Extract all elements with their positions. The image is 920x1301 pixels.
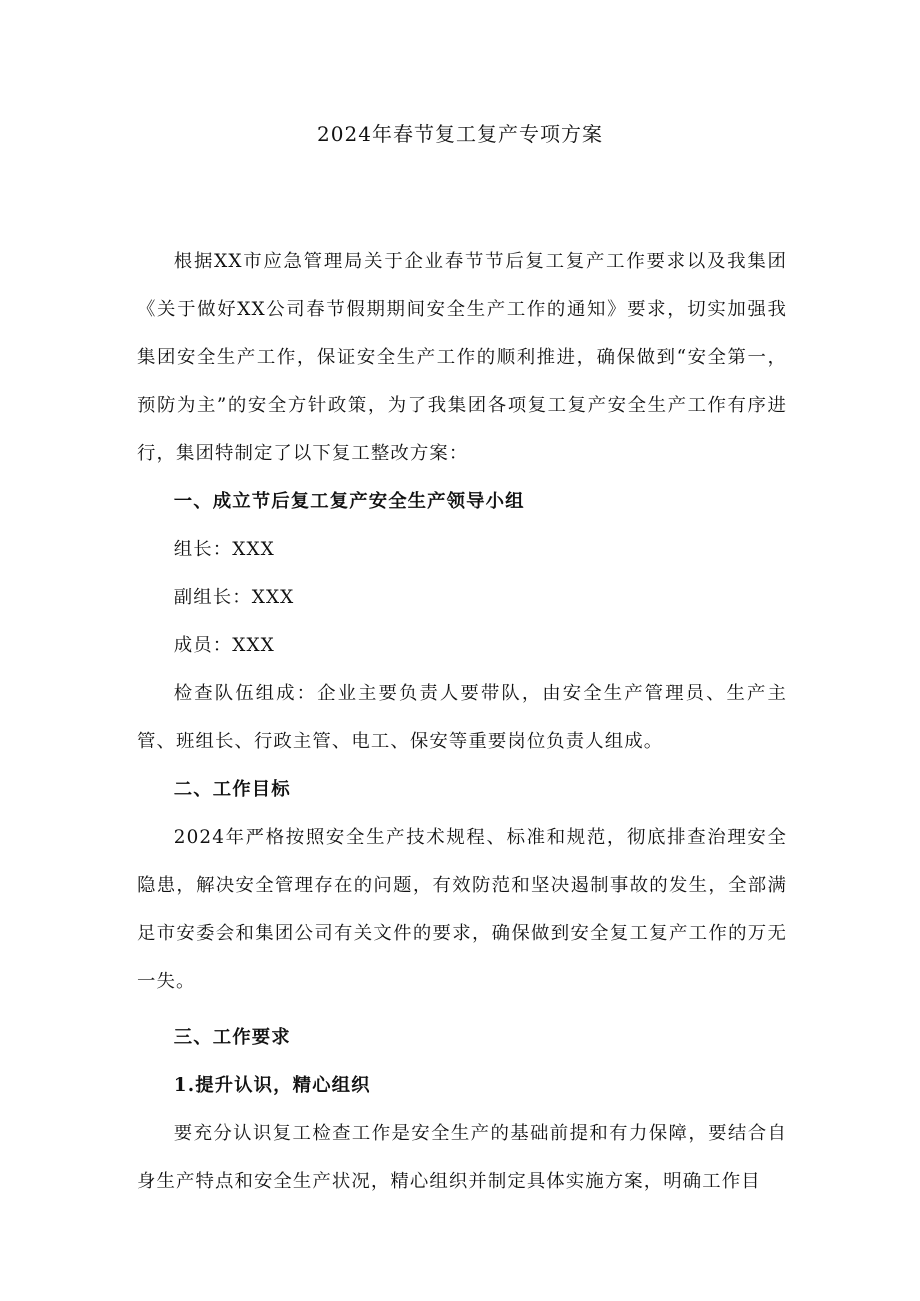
inspection-team-paragraph: 检查队伍组成：企业主要负责人要带队，由安全生产管理员、生产主管、班组长、行政主管、电工、保安等重要岗位负责人组成。: [137, 683, 787, 752]
document-body: [137, 238, 787, 1206]
subsection-heading-awareness: 1.提升认识，精心组织: [173, 1075, 371, 1096]
work-goals-paragraph: 2024年严格按照安全生产技术规程、标准和规范，彻底排查治理安全隐患，解决安全管理存在的问题，有效防范和坚决遏制事故的发生，全部满足市安委会和集团公司有关文件的要求，确保做到安全复工复产工作的万无一失。: [137, 827, 787, 992]
document-title: 2024年春节复工复产专项方案: [317, 122, 603, 146]
members-line: 成员：XXX: [173, 635, 275, 656]
deputy-leader-line: 副组长：XXX: [173, 587, 295, 608]
section-heading-work-goals: 二、工作目标: [173, 779, 291, 800]
awareness-paragraph: 要充分认识复工检查工作是安全生产的基础前提和有力保障，要结合自身生产特点和安全生产状况，精心组织并制定具体实施方案，明确工作目: [137, 1123, 787, 1192]
section-heading-leadership-group: 一、成立节后复工复产安全生产领导小组: [173, 491, 525, 512]
intro-paragraph: 根据XX市应急管理局关于企业春节节后复工复产工作要求以及我集团《关于做好XX公司春节假期期间安全生产工作的通知》要求，切实加强我集团安全生产工作，保证安全生产工作的顺利推进，确保做到“安全第一，预防为主”的安全方针政策，为了我集团各项复工复产安全生产工作有序进行，集团特制定了以下复工整改方案：: [137, 251, 787, 464]
section-heading-work-requirements: 三、工作要求: [173, 1027, 291, 1048]
team-leader-line: 组长：XXX: [173, 539, 275, 560]
